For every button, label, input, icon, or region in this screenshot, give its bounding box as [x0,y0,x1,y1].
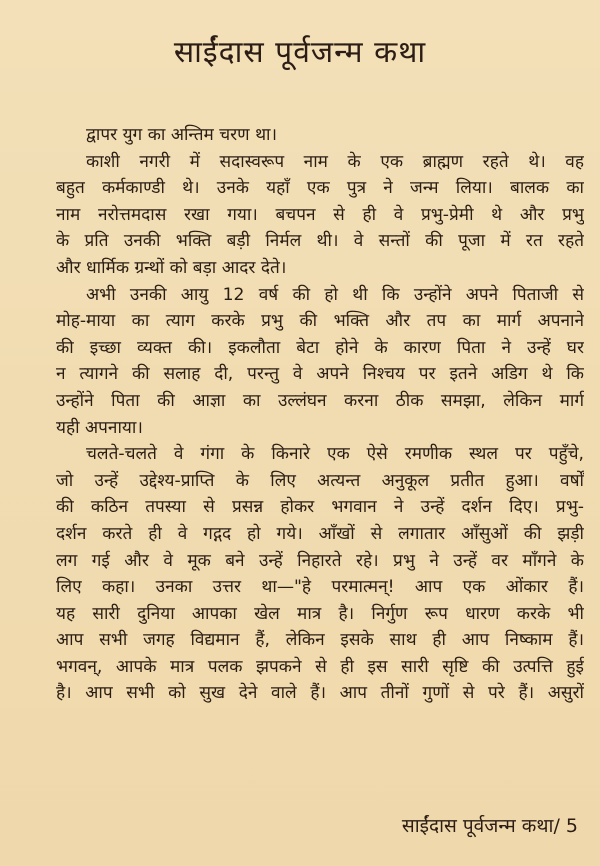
running-title: साईंदास पूर्वजन्म कथा/ [401,815,560,837]
text-line: और धार्मिक ग्रन्थों को बड़ा आदर देते। [56,257,287,278]
page-number: 5 [565,815,578,837]
text-line: दर्शन करते ही वे गद्गद हो गये। आँखों से लगातार आँसुओं की झड़ी [56,523,584,544]
text-line: लिए कहा। उनका उत्तर था—"हे परमात्मन्! आप एक ओंकार हैं। [56,577,584,598]
text-line: उन्होंने पिता की आज्ञा का उल्लंघन करना ठीक समझा, लेकिन मार्ग [56,390,584,411]
page-title: साईंदास पूर्वजन्म कथा [173,35,427,70]
text-line: की कठिन तपस्या से प्रसन्न होकर भगवान ने उन्हें दर्शन दिए। प्रभु- [56,497,584,518]
text-line: नाम नरोत्तमदास रखा गया। बचपन से ही वे प्रभु-प्रेमी थे और प्रभु [56,204,584,225]
text-line: जो उन्हें उद्देश्य-प्राप्ति के लिए अत्यन्त अनुकूल प्रतीत हुआ। वर्षों [56,470,584,491]
page-footer [402,812,578,838]
text-line: मोह-माया का त्याग करके प्रभु की भक्ति और तप का मार्ग अपनाने [56,311,584,332]
text-line: के प्रति उनकी भक्ति बड़ी निर्मल थी। वे सन्तों की पूजा में रत रहते [56,231,584,252]
text-line: यह सारी दुनिया आपका खेल मात्र है। निर्गुण रूप धारण करके भी [56,603,584,624]
text-line: की इच्छा व्यक्त की। इकलौता बेटा होने के कारण पिता ने उन्हें घर [56,337,584,358]
text-line: न त्यागने की सलाह दी, परन्तु वे अपने निश्चय पर इतने अडिग थे कि [56,364,584,385]
text-line: भगवन्, आपके मात्र पलक झपकने से ही इस सारी सृष्टि की उत्पत्ति हुई [56,656,584,677]
text-line: यही अपनाया। [56,417,143,438]
text-line: द्वापर युग का अन्तिम चरण था। [86,125,278,145]
text-line: लग गई और वे मूक बने उन्हें निहारते रहे। प्रभु ने उन्हें वर माँगने के [56,550,584,571]
text-line: आप सभी जगह विद्यमान हैं, लेकिन इसके साथ ही आप निष्काम हैं। [56,630,584,651]
page-body [56,122,584,707]
text-line: है। आप सभी को सुख देने वाले हैं। आप तीनों गुणों से परे हैं। असुरों [56,683,584,704]
text-line: बहुत कर्मकाण्डी थे। उनके यहाँ एक पुत्र ने जन्म लिया। बालक का [56,178,584,199]
text-line: काशी नगरी में सदास्वरूप नाम के एक ब्राह्मण रहते थे। वह [86,151,584,172]
text-line: अभी उनकी आयु 12 वर्ष की हो थी कि उन्होंने अपने पिताजी से [86,284,584,305]
text-line: चलते-चलते वे गंगा के किनारे एक ऐसे रमणीक स्थल पर पहुँचे, [86,444,584,465]
